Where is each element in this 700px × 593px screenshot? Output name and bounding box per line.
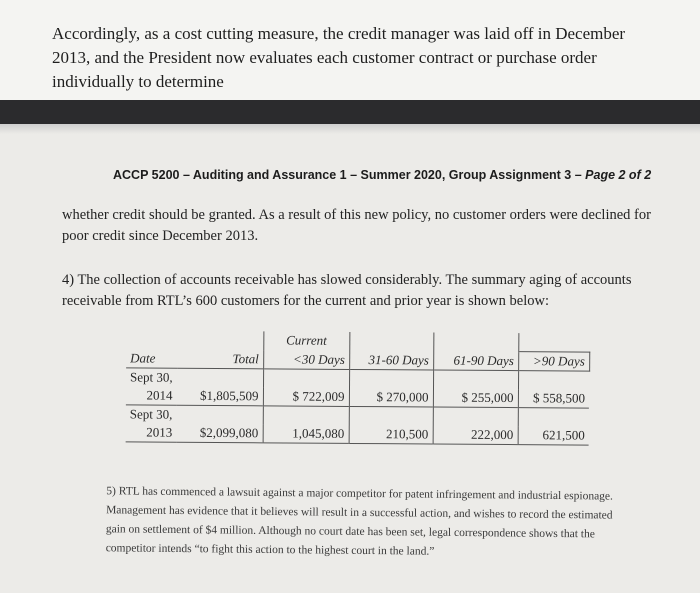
cell-61-90: $ 255,000 xyxy=(433,389,518,408)
cell-total: $2,099,080 xyxy=(176,424,263,443)
row-date-label: Sept 30, xyxy=(129,406,173,422)
header-total: Total xyxy=(177,349,264,369)
paragraph-lawsuit: 5) RTL has commenced a lawsuit against a major competitor for patent infringement and industrial espionage. Management has evidence that it believes will result in a successful action, and wishes to record the estimated gain on settlement of $4 million. Although no court date has been set, legal correspondence shows that the competitor intends “to fight this action to the highest court in the land.” xyxy=(105,485,614,558)
previous-page-text: Accordingly, as a cost cutting measure, the credit manager was laid off in December 2013, and the President now evaluates each customer contract or purchase order individually to determine xyxy=(52,24,626,91)
header-61-90: 61-90 Days xyxy=(433,351,518,371)
row-year: 2013 xyxy=(146,424,173,440)
cell-over-90: $ 558,500 xyxy=(533,390,586,406)
current-label: Current xyxy=(263,331,349,350)
cell-total: $1,805,509 xyxy=(177,387,264,406)
row-year: 2014 xyxy=(146,387,173,403)
aging-table xyxy=(126,330,590,445)
row-date-label: Sept 30, xyxy=(130,369,173,385)
cell-over-90: 621,500 xyxy=(542,427,585,443)
previous-page-section xyxy=(0,0,700,100)
page-break-shadow xyxy=(0,100,700,124)
cell-under-30: $ 722,009 xyxy=(263,387,349,406)
paragraph-credit-policy: whether credit should be granted. As a result of this new policy, no customer orders were declined for poor credit since December 2013. xyxy=(62,207,651,244)
page-number: Page 2 of 2 xyxy=(585,168,652,182)
header-date: Date xyxy=(130,350,156,366)
cell-31-60: $ 270,000 xyxy=(349,388,433,407)
header-under-30: <30 Days xyxy=(263,350,349,370)
course-title: ACCP 5200 – Auditing and Assurance 1 – Summer 2020, Group Assignment 3 – xyxy=(113,168,586,182)
page-break-fade xyxy=(0,124,700,134)
paragraph-receivables: 4) The collection of accounts receivable has slowed considerably. The summary aging of accounts receivable from RTL’s 600 customers for the current and prior year is shown below: xyxy=(62,272,632,309)
table-row xyxy=(126,423,589,445)
header-over-90: >90 Days xyxy=(518,352,589,371)
page-header xyxy=(113,168,651,182)
header-31-60: 31-60 Days xyxy=(349,350,433,370)
cell-31-60: 210,500 xyxy=(349,425,433,444)
cell-under-30: 1,045,080 xyxy=(263,424,349,443)
cell-61-90: 222,000 xyxy=(433,426,518,445)
